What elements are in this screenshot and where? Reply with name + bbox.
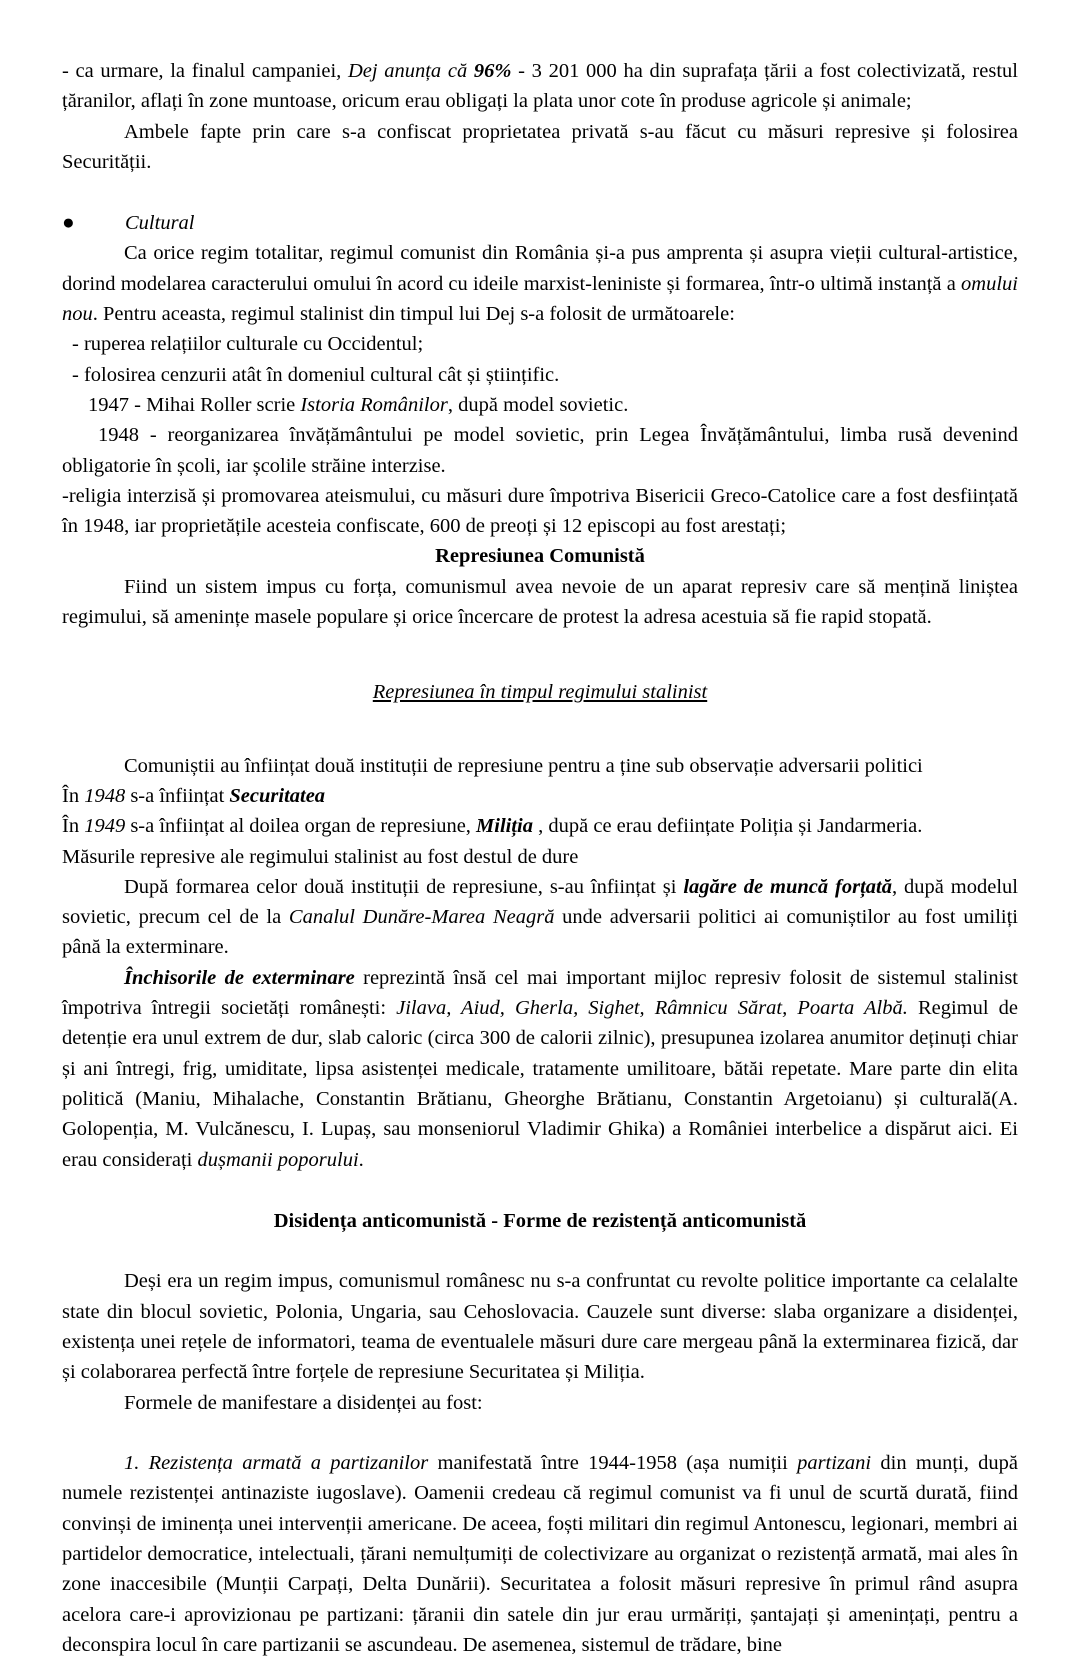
text-institutii: Comuniștii au înființat două instituții de represiune pentru a ține sub observație adversarii politici <box>124 754 923 777</box>
text-dusmanii-poporului: dușmanii poporului <box>197 1148 359 1171</box>
paragraph-formele <box>62 1388 1018 1418</box>
text-year-1949: 1949 <box>84 815 126 838</box>
text-omul-nou: omului nou <box>62 272 1018 326</box>
text-militia: Miliția <box>476 815 534 838</box>
text-masuri-dure: Măsurile represive ale regimului stalinist au fost destul de dure <box>62 845 579 868</box>
text-religia: -religia interzisă și promovarea ateismului, cu măsuri dure împotriva Bisericii Greco-Catolice care a fost desființată în 1948, iar proprietățile acesteia confiscate, 600 de preoți și 12 episcopi au fost arestați; <box>62 484 1018 538</box>
text-cultural-b: . Pentru aceasta, regimul stalinist din timpul lui Dej s-a folosit de următoarele: <box>92 303 735 326</box>
list-item-1947 <box>62 390 1018 420</box>
paragraph-lagare <box>62 872 1018 963</box>
text-in-1949-a: În <box>62 815 85 838</box>
text-confiscare: Ambele fapte prin care s-a confiscat proprietatea privată s-au făcut cu măsuri represive și folosirea Securității. <box>62 120 1018 173</box>
text-rezistenta-a: manifestată între 1944-1958 (așa numiții <box>428 1452 798 1475</box>
spacer-after-stalinist-heading <box>62 708 1018 751</box>
paragraph-1949-militia <box>62 811 1018 841</box>
paragraph-desi-regim <box>62 1266 1018 1387</box>
list-item-label-cultural: Cultural <box>125 212 195 235</box>
text-cultural-a: Ca orice regim totalitar, regimul comunist din România și-a pus amprenta și asupra vieții cultural-artistice, dorind modelarea caracterului omului în acord cu ideile marxist-leniniste și formarea, într-o ultimă instanță a <box>62 242 1018 295</box>
list-item-cultural <box>62 207 1018 238</box>
text-lagare-c: unde adversarii politici ai comuniștilor au fost umiliți până la exterminare. <box>62 906 1018 959</box>
bullet-icon: ● <box>62 210 75 235</box>
paragraph-colectivizare <box>62 56 1018 117</box>
text-year-1948: 1948 <box>84 784 126 807</box>
text-rezistenta-armata-title: 1. Rezistența armată a partizanilor <box>124 1452 429 1475</box>
spacer-after-disidenta-heading <box>62 1236 1018 1266</box>
text-inchisori-b: Regimul de detenție era unul extrem de dur, slab caloric (circa 300 de calorii zilnic), presupunea izolarea anumitor deținuți chiar și ani întregi, frig, umiditate, lipsa asistenței medicale, tratamente umilitoare, bătăi repetate. Mare parte din elita politică (Maniu, Mihalache, Constantin Brătianu, Gheorghe Brătianu, Constantin Argetoianu) și culturală(A. Golopenția, M. Vulcănescu, I. Lupaș, sau monseniorul Vladimir Ghika) a României interbelice a dispărut aici. Ei erau considerați <box>62 997 1018 1171</box>
paragraph-inchisori <box>62 963 1018 1175</box>
text-istoria-romanilor: Istoria Românilor <box>300 393 448 416</box>
paragraph-masuri-dure <box>62 842 1018 872</box>
heading-represiunea-stalinist <box>62 677 1018 707</box>
text-in-1949-c: , după ce erau deființate Poliția și Jandarmeria. <box>533 815 923 838</box>
text-lagare-munca-fortata: lagăre de muncă forțată <box>683 875 892 898</box>
text-rezistenta-b: din munți, după numele rezistenței antinaziste iugoslave). Oamenii credeau că regimul comunist va fi unul de scurtă durată, fiind convinși de iminența unei intervenții americane. De aceea, foști militari din regimul Antonescu, legionari, membri ai partidelor democratice, intelectuali, țărani nemulțumiți de colectivizare au organizat o rezistență armată, mai ales în zone inaccesibile (Munții Carpați, Delta Dunării). Securitatea a folosit măsuri represive în primul rând asupra acelora care-i aprovizionau pe partizani: țăranii din satele din jur erau urmăriți, șantajați și amenințați, pentru a deconspira locul în care partizanii se ascundeau. De asemenea, sistemul de trădare, bine <box>62 1452 1018 1656</box>
text-lagare-b: , după modelul sovietic, precum cel de la <box>62 875 1018 929</box>
text-1947-b: , după model sovietic. <box>447 393 629 416</box>
list-item-1948 <box>62 420 1018 481</box>
heading-represiunea-comunista <box>62 541 1018 571</box>
list-item-religia <box>62 481 1018 542</box>
text-rupere: - ruperea relațiilor culturale cu Occidentul; <box>72 333 424 356</box>
heading-represiunea-stalinist-label: Represiunea în timpul regimului stalinist <box>372 681 708 704</box>
text-in-1949-b: s-a înființat al doilea organ de represiune, <box>125 815 477 838</box>
text-aparat-represiv: Fiind un sistem impus cu forța, comunismul avea nevoie de un aparat represiv care să mențină liniștea regimului, să amenințe masele populare și orice încercare de protest la adresa acestuia să fie rapid stopată. <box>62 575 1018 629</box>
text-colectivizare-dej: , Dej anunța că <box>336 60 474 82</box>
document-body <box>62 56 1018 1660</box>
text-securitatea: Securitatea <box>229 784 326 807</box>
paragraph-cultural <box>62 238 1018 329</box>
paragraph-aparat-represiv <box>62 572 1018 633</box>
spacer-before-stalinist-heading <box>62 632 1018 677</box>
text-colectivizare-rest: - 3 201 000 ha din suprafața țării a fost colectivizată, restul țăranilor, aflați în zone muntoase, oricum erau obligați la plata unor cote în produse agricole și animale; <box>62 60 1018 113</box>
text-lagare-a: După formarea celor două instituții de represiune, s-au înființat și <box>124 875 684 898</box>
heading-disidenta-label: Disidența anticomunistă - Forme de rezistență anticomunistă <box>273 1209 807 1232</box>
heading-disidenta <box>62 1206 1018 1236</box>
paragraph-confiscare <box>62 117 1018 178</box>
text-cenzura: - folosirea cenzurii atât în domeniul cultural cât și științific. <box>72 363 560 386</box>
text-1948-reforma: 1948 - reorganizarea învățământului pe model sovietic, prin Legea Învățământului, limba rusă devenind obligatorie în școli, iar școlile străine interzise. <box>62 424 1018 477</box>
paragraph-rezistenta-armata <box>62 1448 1018 1660</box>
text-inchisori-a: reprezintă însă cel mai important mijloc represiv folosit de sistemul stalinist împotriva întregii societăți românești: <box>62 966 1018 1020</box>
heading-represiunea-comunista-label: Represiunea Comunistă <box>435 545 645 568</box>
text-percentage: 96% <box>473 60 512 82</box>
text-prison-list: Jilava, Aiud, Gherla, Sighet, Râmnicu Sărat, Poarta Albă. <box>396 997 908 1020</box>
list-item-rupere <box>62 329 1018 359</box>
spacer-before-rezistenta <box>62 1418 1018 1448</box>
list-item-cenzura <box>62 360 1018 390</box>
text-desi-regim: Deși era un regim impus, comunismul românesc nu s-a confruntat cu revolte politice importante ca celalalte state din blocul sovietic, Polonia, Ungaria, sau Cehoslovacia. Cauzele sunt diverse: slaba organizare a disidenței, existența unei rețele de informatori, teama de eventualele măsuri dure care mergeau până la exterminarea fizică, dar și colaborarea perfectă între forțele de represiune Securitatea și Miliția. <box>62 1270 1018 1384</box>
text-in-1948-b: s-a înființat <box>125 784 230 807</box>
text-colectivizare-lead: - ca urmare, la finalul campaniei <box>62 60 337 82</box>
paragraph-institutii <box>62 751 1018 781</box>
spacer-before-bullet <box>62 177 1018 207</box>
text-formele: Formele de manifestare a disidenței au fost: <box>124 1391 483 1414</box>
text-canalul-dunare: Canalul Dunăre-Marea Neagră <box>288 906 555 929</box>
text-in-1948-a: În <box>62 784 85 807</box>
text-inchisorile-exterminare: Închisorile de exterminare <box>124 966 355 989</box>
spacer-before-disidenta-heading <box>62 1175 1018 1206</box>
text-partizani: partizani <box>797 1452 872 1475</box>
text-inchisori-c: . <box>358 1148 364 1171</box>
text-1947-a: 1947 - Mihai Roller scrie <box>88 393 301 416</box>
paragraph-1948-securitatea <box>62 781 1018 811</box>
